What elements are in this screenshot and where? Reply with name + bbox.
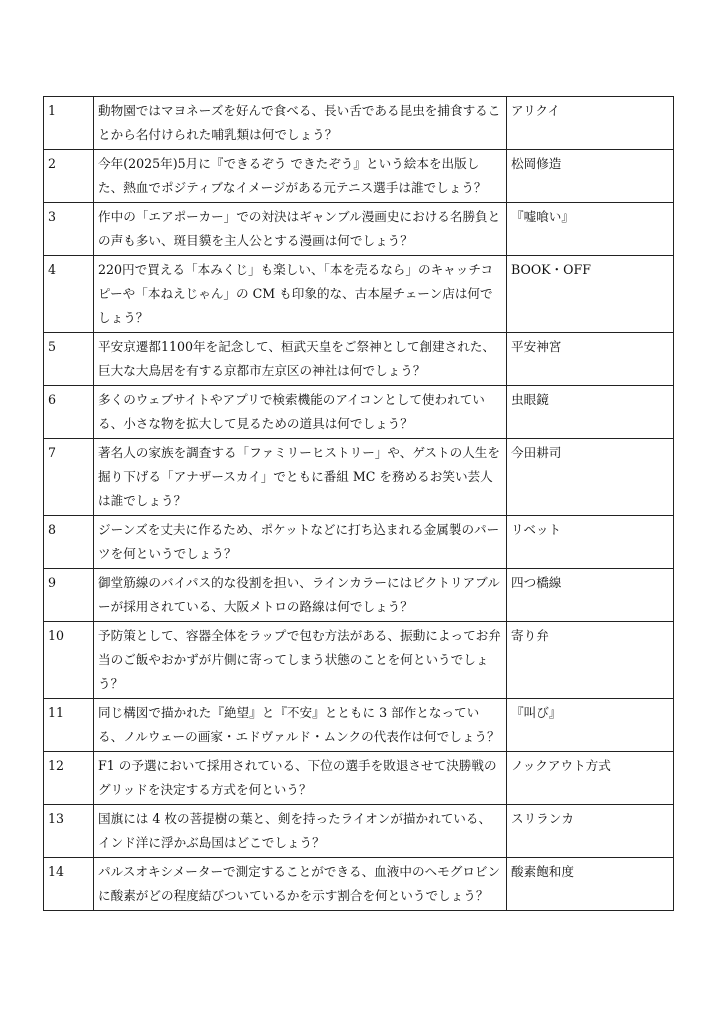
answer-text: 平安神宮: [507, 333, 674, 386]
answer-text: 寄り弁: [507, 622, 674, 699]
question-number: 9: [44, 569, 94, 622]
question-text: 御堂筋線のバイパス的な役割を担い、ラインカラーにはビクトリアブルーが採用されている、大阪メトロの路線は何でしょう？: [94, 569, 507, 622]
question-text: ジーンズを丈夫に作るため、ポケットなどに打ち込まれる金属製のパーツを何というでしょう？: [94, 516, 507, 569]
question-text: 国旗には 4 枚の菩提樹の葉と、剣を持ったライオンが描かれている、インド洋に浮かぶ島国はどこでしょう？: [94, 805, 507, 858]
question-text: F1 の予選において採用されている、下位の選手を敗退させて決勝戦のグリッドを決定する方式を何という？: [94, 752, 507, 805]
question-number: 7: [44, 439, 94, 516]
question-text: 多くのウェブサイトやアプリで検索機能のアイコンとして使われている、小さな物を拡大して見るための道具は何でしょう？: [94, 386, 507, 439]
answer-text: アリクイ: [507, 97, 674, 150]
answer-text: ノックアウト方式: [507, 752, 674, 805]
answer-text: 四つ橋線: [507, 569, 674, 622]
quiz-table: [43, 96, 674, 911]
answer-text: 松岡修造: [507, 150, 674, 203]
answer-text: 酸素飽和度: [507, 858, 674, 911]
answer-text: 『叫び』: [507, 699, 674, 752]
answer-text: 虫眼鏡: [507, 386, 674, 439]
answer-text: BOOK・OFF: [507, 256, 674, 333]
table-row: [44, 516, 674, 569]
question-text: 著名人の家族を調査する「ファミリーヒストリー」や、ゲストの人生を掘り下げる「アナザースカイ」でともに番組 MC を務めるお笑い芸人は誰でしょう？: [94, 439, 507, 516]
question-number: 13: [44, 805, 94, 858]
question-number: 3: [44, 203, 94, 256]
question-text: 平安京遷都1100年を記念して、桓武天皇をご祭神として創建された、巨大な大鳥居を有する京都市左京区の神社は何でしょう？: [94, 333, 507, 386]
question-text: 同じ構図で描かれた『絶望』と『不安』とともに 3 部作となっている、ノルウェーの画家・エドヴァルド・ムンクの代表作は何でしょう？: [94, 699, 507, 752]
table-row: [44, 805, 674, 858]
table-row: [44, 203, 674, 256]
table-row: [44, 752, 674, 805]
question-text: 動物園ではマヨネーズを好んで食べる、長い舌である昆虫を捕食することから名付けられた哺乳類は何でしょう？: [94, 97, 507, 150]
answer-text: リベット: [507, 516, 674, 569]
question-number: 10: [44, 622, 94, 699]
answer-text: 今田耕司: [507, 439, 674, 516]
question-number: 2: [44, 150, 94, 203]
table-row: [44, 150, 674, 203]
table-row: [44, 569, 674, 622]
question-number: 8: [44, 516, 94, 569]
quiz-sheet: [43, 96, 673, 911]
question-number: 6: [44, 386, 94, 439]
table-row: [44, 699, 674, 752]
table-row: [44, 386, 674, 439]
table-row: [44, 333, 674, 386]
question-text: 予防策として、容器全体をラップで包む方法がある、振動によってお弁当のご飯やおかずが片側に寄ってしまう状態のことを何というでしょう？: [94, 622, 507, 699]
question-number: 1: [44, 97, 94, 150]
question-number: 14: [44, 858, 94, 911]
table-row: [44, 256, 674, 333]
table-row: [44, 858, 674, 911]
answer-text: 『嘘喰い』: [507, 203, 674, 256]
question-number: 12: [44, 752, 94, 805]
question-text: 220円で買える「本みくじ」も楽しい、「本を売るなら」のキャッチコピーや「本ねえじゃん」の CM も印象的な、古本屋チェーン店は何でしょう？: [94, 256, 507, 333]
table-row: [44, 622, 674, 699]
question-number: 4: [44, 256, 94, 333]
answer-text: スリランカ: [507, 805, 674, 858]
quiz-table-body: [44, 97, 674, 911]
table-row: [44, 439, 674, 516]
question-text: 今年(2025年)5月に『できるぞう できたぞう』という絵本を出版した、熱血でポジティブなイメージがある元テニス選手は誰でしょう？: [94, 150, 507, 203]
table-row: [44, 97, 674, 150]
question-number: 5: [44, 333, 94, 386]
question-text: 作中の「エアポーカー」での対決はギャンブル漫画史における名勝負との声も多い、斑目貘を主人公とする漫画は何でしょう？: [94, 203, 507, 256]
question-text: パルスオキシメーターで測定することができる、血液中のヘモグロビンに酸素がどの程度結びついているかを示す割合を何というでしょう？: [94, 858, 507, 911]
question-number: 11: [44, 699, 94, 752]
